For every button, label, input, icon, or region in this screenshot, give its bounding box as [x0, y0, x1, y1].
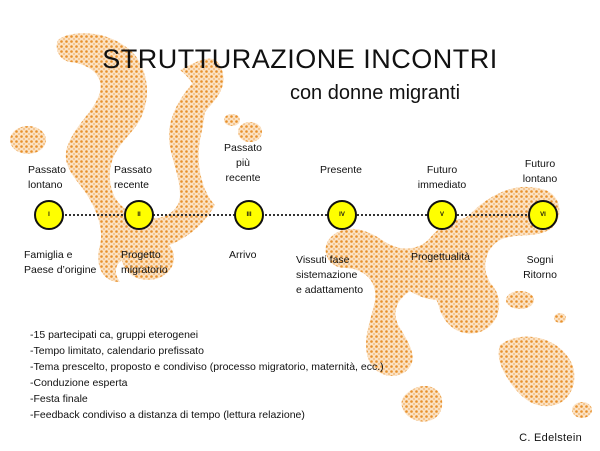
time-label-1: Passato lontano	[28, 164, 66, 191]
content-label-1: Famiglia e Paese d’origine	[24, 249, 97, 276]
time-label-5: Futuro immediato	[417, 164, 467, 191]
node-numeral: IV	[339, 212, 345, 218]
note-item: -Tema prescelto, proposto e condiviso (processo migratorio, maternità, ecc.)	[30, 361, 384, 373]
note-item: -Tempo limitato, calendario prefissato	[30, 345, 204, 357]
timeline-line	[45, 214, 547, 216]
node-numeral: III	[246, 212, 252, 218]
note-item: -Feedback condiviso a distanza di tempo (lettura relazione)	[30, 409, 305, 421]
timeline-node-2	[124, 200, 154, 230]
author-credit: C. Edelstein	[519, 432, 582, 444]
timeline-node-3	[234, 200, 264, 230]
timeline-node-1	[34, 200, 64, 230]
timeline-node-5	[427, 200, 457, 230]
content-label-4: Vissuti fase sistemazione e adattamento	[296, 254, 364, 296]
content-label-2: Progetto migratorio	[121, 249, 168, 276]
timeline-node-4	[327, 200, 357, 230]
node-numeral: II	[137, 212, 141, 218]
node-numeral: I	[48, 212, 50, 218]
note-item: -Conduzione esperta	[30, 377, 128, 389]
page-title: STRUTTURAZIONE INCONTRI	[102, 44, 498, 74]
timeline-node-6	[528, 200, 558, 230]
page-subtitle: con donne migranti	[289, 82, 461, 104]
content-label-5: Progettualità	[411, 251, 470, 263]
content-label-3: Arrivo	[229, 249, 257, 261]
content-label-6: Sogni Ritorno	[523, 254, 557, 281]
note-item: -Festa finale	[30, 393, 88, 405]
time-label-3: Passato più recente	[224, 142, 262, 184]
time-label-2: Passato recente	[114, 164, 152, 191]
time-label-4: Presente	[320, 164, 363, 176]
note-item: -15 partecipati ca, gruppi eterogenei	[30, 329, 199, 341]
node-numeral: VI	[540, 212, 546, 218]
notes-list	[30, 327, 384, 423]
node-numeral: V	[439, 212, 444, 218]
time-label-6: Futuro lontano	[522, 158, 558, 185]
